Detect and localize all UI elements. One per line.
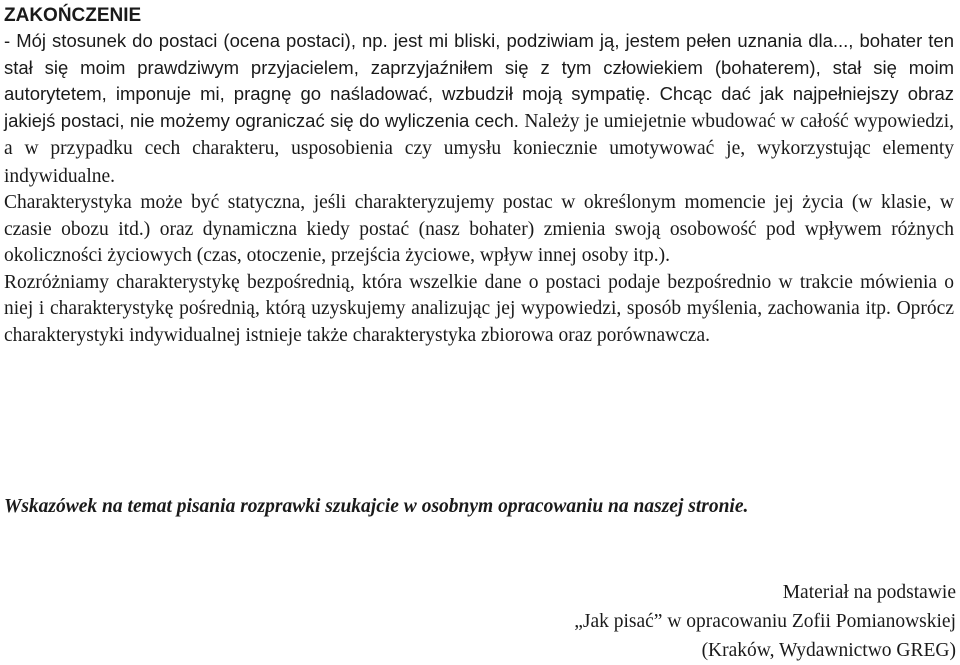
- full-picture-text: Chcąc dać jak najpełniejszy obraz jakiejś postaci, nie możemy ograniczać się do wyliczenia cech.: [4, 83, 955, 131]
- source-line-1: Materiał na podstawie: [782, 582, 956, 603]
- attitude-text: - Mój stosunek do postaci (ocena postaci), np. jest mi bliski, podziwiam ją, jestem pełen uznania dla..., bohater ten stał się moim prawdziwym przyjacielem, zaprzyjaźniłem się z tym człowiekiem (bohaterem), stał się moim autorytetem, imponuje mi, pragnę go naśladować, wzbudził moją sympatię.: [4, 30, 954, 104]
- section-heading: ZAKOŃCZENIE: [4, 5, 142, 26]
- paragraph-attitude: [4, 28, 954, 190]
- paragraph-static-dynamic: [4, 190, 954, 270]
- rozprawka-note: Wskazówek na temat pisania rozprawki szukajcie w osobnym opracowaniu na naszej stronie.: [4, 496, 749, 517]
- source-line-3: (Kraków, Wydawnictwo GREG): [701, 640, 956, 661]
- static-text: Charakterystyka może być statyczna, jeśli charakteryzujemy postac w określonym momencie jej życia (w klasie, w czasie obozu itd.): [4, 192, 954, 240]
- dynamic-text: oraz dynamiczna kiedy postać (nasz bohater) zmienia swoją osobowość pod wpływem różnych okoliczności życiowych (czas, otoczenie, przejścia życiowe, wpływ innej osoby itp.).: [4, 218, 954, 266]
- document-body: [4, 4, 954, 349]
- source-attribution: [574, 578, 956, 665]
- paragraph-direct-indirect: Rozróżniamy charakterystykę bezpośrednią, która wszelkie dane o postaci podaje bezpośrednio w trakcie mówienia o niej i charakterystykę pośrednią, którą uzyskujemy analizując jej wypowiedzi, sposób myślenia, zachowania itp. Oprócz charakterystyki indywidualnej istnieje także charakterystyka zbiorowa oraz porównawcza.: [4, 271, 954, 346]
- features-text: Należy je umiejetnie wbudować w całość wypowiedzi, a w przypadku cech charakteru, usposobienia czy umysłu koniecznie umotywować je, wykorzystując elementy indywidualne.: [4, 110, 954, 187]
- source-line-2: „Jak pisać” w opracowaniu Zofii Pomianowskiej: [574, 611, 956, 632]
